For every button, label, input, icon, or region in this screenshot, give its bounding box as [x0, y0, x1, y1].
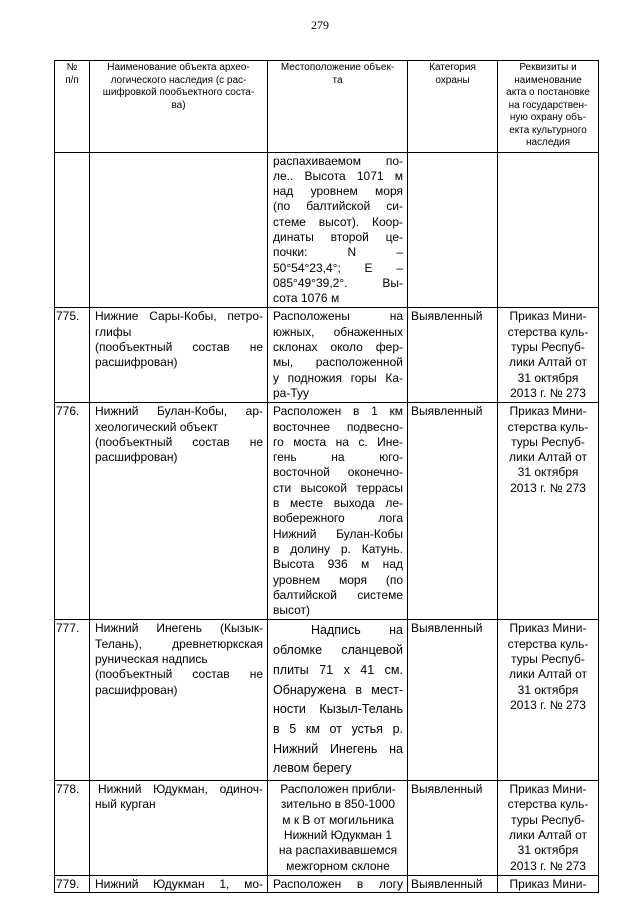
text-line: м к В от могильника — [282, 812, 394, 827]
text-line: расшифрован) — [95, 450, 178, 465]
object-location — [268, 620, 408, 781]
text-line: у подножия горы Ка- — [273, 370, 403, 385]
object-location — [268, 308, 408, 403]
text-line: Приказ Мини- — [509, 309, 587, 324]
header-line: Реквизиты и — [519, 62, 577, 73]
text-line: Приказ Мини- — [509, 621, 587, 636]
row-number — [55, 152, 90, 308]
act-requisites — [498, 403, 599, 620]
text-line: стерства куль- — [507, 324, 589, 339]
text-line: сти высокой террасы — [273, 480, 403, 495]
text-line: ности Кызыл-Телань — [273, 702, 403, 717]
text-line: Приказ Мини- — [509, 782, 587, 797]
text-line: плиты 71 х 41 см. — [273, 662, 403, 677]
text-line: туры Респуб- — [511, 434, 585, 449]
row-number — [55, 875, 90, 892]
text-line: 31 октября — [517, 465, 579, 480]
header-line: екта культурного — [509, 124, 587, 136]
header-line: охраны — [435, 74, 470, 86]
text-line: южных, обнаженных — [273, 324, 403, 339]
text-line: Расположены на — [273, 309, 403, 324]
page-number: 279 — [311, 18, 329, 32]
protection-category — [408, 875, 498, 892]
text-line: ле.. Высота 1071 м — [273, 168, 403, 183]
object-location — [268, 875, 408, 892]
text-line: обломке сланцевой — [273, 643, 403, 658]
header-num — [55, 61, 90, 153]
table-header-row — [55, 61, 599, 153]
text-line: Нижний Юдукман 1 — [283, 827, 393, 842]
header-line: Местоположение объек- — [280, 62, 395, 73]
text-line: уровнем моря (по — [273, 572, 403, 587]
header-location — [268, 61, 408, 153]
text-line: межгорном склоне — [286, 858, 390, 873]
text-line: распахиваемом по- — [273, 153, 403, 168]
text-line: Нижний Юдукман 1, мо- — [95, 876, 263, 891]
text-line: Расположен в 1 км — [273, 404, 403, 419]
text-line: 2013 г. № 273 — [510, 480, 586, 495]
text-line: лики Алтай от — [509, 827, 587, 842]
text-line: (пообъектный состав не — [95, 434, 263, 449]
text-line: 2013 г. № 273 — [510, 385, 586, 400]
text-line: туры Респуб- — [511, 340, 585, 355]
text-line: над уровнем моря — [273, 184, 403, 199]
cell-clip — [273, 877, 403, 891]
text-line: (по балтийской си- — [273, 199, 403, 214]
text-line: Расположен в логу — [273, 876, 403, 891]
text-line: склонах около фер- — [273, 340, 403, 355]
text-line: 2013 г. № 273 — [510, 858, 586, 873]
header-line: акта о постановке — [506, 87, 590, 98]
text-line: Приказ Мини- — [509, 404, 587, 419]
protection-category: Выявленный — [408, 403, 498, 620]
text-line: 2013 г. № 273 — [510, 697, 586, 712]
header-line: наименование — [514, 74, 582, 86]
header-line: наследия — [525, 137, 571, 148]
header-line: ную охрану объ- — [509, 112, 587, 123]
text-line: в 5 км от устья р. — [273, 721, 403, 736]
text-line: лики Алтай от — [509, 667, 587, 682]
header-line: п/п — [65, 74, 79, 86]
text-line: 31 октября — [517, 682, 579, 697]
text-line: левом берегу — [273, 761, 352, 776]
text-line: в долину р. Катунь. — [273, 541, 403, 556]
protection-category: Выявленный — [408, 620, 498, 781]
text-line: 31 октября — [517, 843, 579, 858]
text-line: Надпись на — [311, 623, 403, 638]
text-line: Нижний Булан-Кобы, ар- — [95, 404, 263, 419]
header-category — [408, 61, 498, 153]
cell-clip: Выявленный — [411, 876, 483, 891]
text-line: динаты второй це- — [273, 229, 403, 244]
text-line: ный курган — [95, 797, 156, 812]
protection-category — [408, 152, 498, 308]
text-line: Нижний Юдукман, одиноч- — [98, 782, 263, 797]
text-line: Нижний Инегень на — [273, 741, 403, 756]
text-line: Телань), древнетюркская — [95, 636, 263, 651]
act-requisites — [498, 875, 599, 892]
text-line: вобережного лога — [273, 511, 403, 526]
table-row — [55, 403, 599, 620]
text-line: глифы — [95, 324, 132, 339]
text-line: лики Алтай от — [509, 355, 587, 370]
text-line: в месте выхода ле- — [273, 496, 403, 511]
row-number: 778. — [55, 781, 90, 876]
header-line: ва) — [171, 99, 186, 111]
text-line: Нижний Булан-Кобы — [273, 526, 403, 541]
row-number: 776. — [55, 403, 90, 620]
text-line: туры Респуб- — [511, 812, 585, 827]
header-line: на государствен- — [508, 99, 588, 111]
table-row — [55, 308, 599, 403]
text-line: расшифрован) — [95, 682, 178, 697]
text-line: руническая надпись — [95, 652, 208, 666]
text-line: мы, расположенной — [273, 355, 403, 370]
row-number: 775. — [55, 308, 90, 403]
text-line: Приказ Мини- — [509, 876, 587, 891]
object-location — [268, 781, 408, 876]
text-line: стерства куль- — [507, 797, 589, 812]
text-line: Нижние Сары-Кобы, петро- — [95, 309, 263, 324]
header-requisites — [498, 61, 599, 153]
row-number: 777. — [55, 620, 90, 781]
text-line: Расположен прибли- — [280, 782, 396, 797]
object-name — [90, 152, 268, 308]
object-name — [90, 620, 268, 781]
act-requisites — [498, 620, 599, 781]
text-line: гень на юго- — [273, 450, 403, 465]
text-line: ра-Туу — [273, 385, 309, 400]
header-line: та — [332, 74, 343, 86]
text-line: балтийской системе — [273, 587, 403, 602]
table-row — [55, 781, 599, 876]
text-line: Нижний Инегень (Кызык- — [95, 621, 263, 636]
cell-clip — [501, 877, 595, 891]
text-line: (пообъектный состав не — [95, 667, 263, 682]
header-line: Наименование объекта архео- — [107, 62, 250, 73]
object-name — [90, 875, 268, 892]
text-line: Обнаружена в мест- — [273, 682, 403, 697]
text-line: 31 октября — [517, 370, 579, 385]
text-line: 50°54°23,4°; E – — [273, 260, 403, 275]
header-line: шифровкой пообъектного соста- — [102, 87, 255, 98]
text-line: зительно в 850-1000 — [280, 797, 396, 812]
text-line: сота 1076 м — [273, 291, 340, 306]
protection-category: Выявленный — [408, 308, 498, 403]
text-line: Высота 936 м над — [273, 557, 403, 572]
text-line: (пообъектный состав не — [95, 340, 263, 355]
cell-clip: 779. — [56, 876, 80, 891]
act-requisites — [498, 781, 599, 876]
text-line: восточной оконечно- — [273, 465, 403, 480]
text-line: 085°49°39,2°. Вы- — [273, 275, 403, 290]
text-line: го моста на с. Ине- — [273, 434, 403, 449]
object-location — [268, 403, 408, 620]
object-name — [90, 308, 268, 403]
header-name — [90, 61, 268, 153]
object-name — [90, 781, 268, 876]
header-line: Категория — [429, 62, 476, 73]
table-row — [55, 152, 599, 308]
protection-category: Выявленный — [408, 781, 498, 876]
text-line: стеме высот). Коор- — [273, 214, 403, 229]
header-line: № — [66, 62, 78, 73]
act-requisites — [498, 308, 599, 403]
object-location — [268, 152, 408, 308]
text-line: расшифрован) — [95, 355, 178, 370]
table-row — [55, 875, 599, 892]
text-line: высот) — [273, 603, 311, 618]
heritage-objects-table — [54, 60, 599, 893]
text-line: на распахивавшемся — [278, 843, 398, 858]
cell-clip — [95, 877, 263, 891]
text-line: почки: N – — [273, 245, 403, 260]
object-name — [90, 403, 268, 620]
text-line: стерства куль- — [507, 419, 589, 434]
text-line: лики Алтай от — [509, 450, 587, 465]
act-requisites — [498, 152, 599, 308]
text-line: стерства куль- — [507, 636, 589, 651]
header-line: логического наследия (с рас- — [110, 74, 247, 86]
text-line: туры Респуб- — [511, 652, 585, 666]
table-row — [55, 620, 599, 781]
text-line: хеологический объект — [95, 419, 218, 434]
text-line: восточнее подвесно- — [273, 419, 403, 434]
